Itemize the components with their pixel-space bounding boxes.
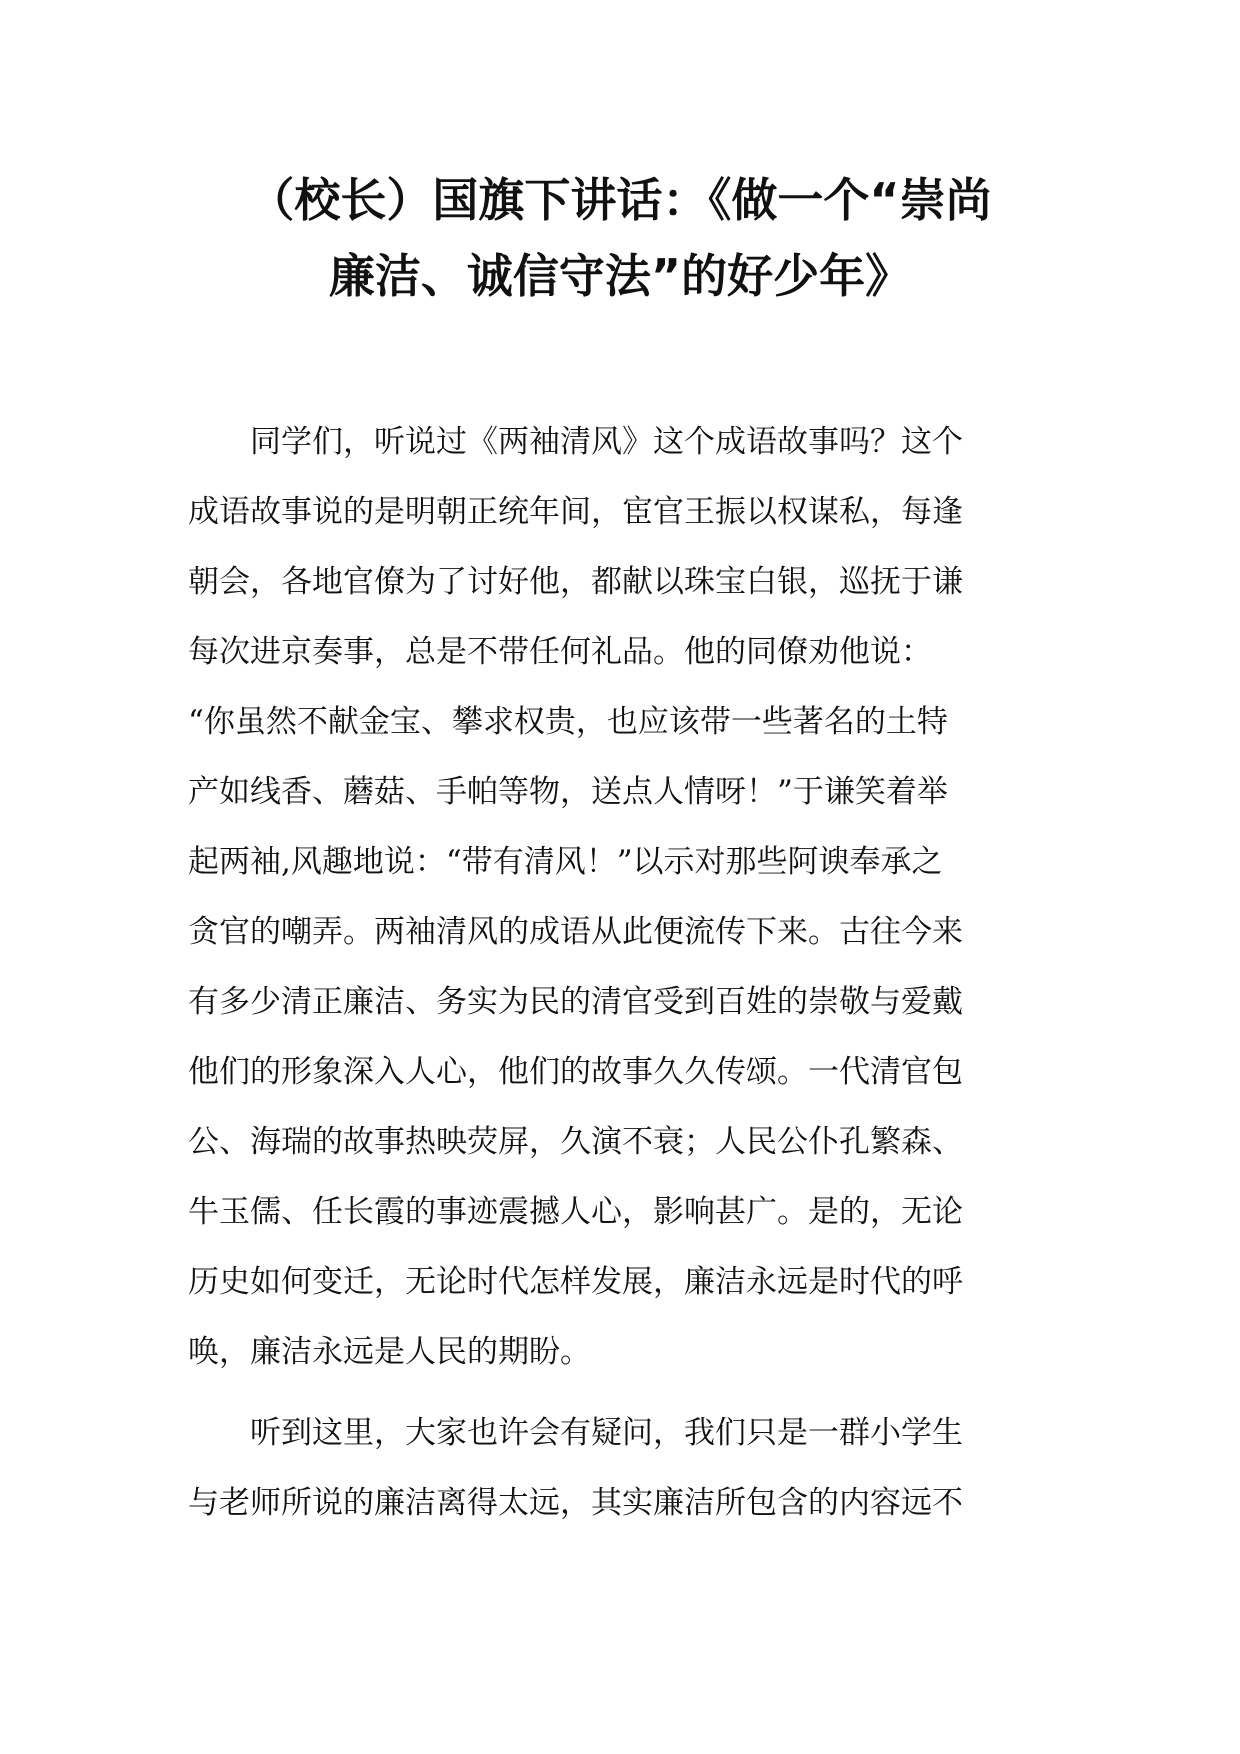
text-line: 历史如何变迁，无论时代怎样发展，廉洁永远是时代的呼 bbox=[188, 1264, 963, 1300]
text-line: 公、海瑞的故事热映荧屏，久演不衰；人民公仆孔繁森、 bbox=[188, 1124, 963, 1160]
text-line: 贪官的嘲弄。两袖清风的成语从此便流传下来。古往今来 bbox=[188, 914, 963, 950]
text-line: 同学们，听说过《两袖清风》这个成语故事吗？这个 bbox=[188, 424, 963, 460]
text-line: 产如线香、蘑菇、手帕等物，送点人情呀！”于谦笑着举 bbox=[188, 774, 948, 810]
text-line: 朝会，各地官僚为了讨好他，都献以珠宝白银，巡抚于谦 bbox=[188, 564, 963, 600]
text-line: 牛玉儒、任长霞的事迹震撼人心，影响甚广。是的，无论 bbox=[188, 1194, 963, 1230]
text-line: 听到这里，大家也许会有疑问，我们只是一群小学生 bbox=[188, 1415, 963, 1451]
text-line: 每次进京奏事，总是不带任何礼品。他的同僚劝他说： bbox=[188, 634, 932, 670]
paragraph bbox=[188, 1398, 1058, 1538]
text-line: 有多少清正廉洁、务实为民的清官受到百姓的崇敬与爱戴 bbox=[188, 984, 963, 1020]
text-line: 与老师所说的廉洁离得太远，其实廉洁所包含的内容远不 bbox=[188, 1485, 963, 1521]
text-line: 起两袖,风趣地说：“带有清风！”以示对那些阿谀奉承之 bbox=[188, 844, 943, 880]
title-line: 廉洁、诚信守法”的好少年》 bbox=[328, 249, 912, 303]
text-line: 成语故事说的是明朝正统年间，宦官王振以权谋私，每逢 bbox=[188, 494, 963, 530]
text-line: 他们的形象深入人心，他们的故事久久传颂。一代清官包 bbox=[188, 1054, 963, 1090]
text-line: “你虽然不献金宝、攀求权贵，也应该带一些著名的土特 bbox=[188, 704, 948, 740]
document-title bbox=[150, 162, 1090, 314]
title-line: （校长）国旗下讲话：《做一个“崇尚 bbox=[248, 173, 992, 227]
text-line: 唤，廉洁永远是人民的期盼。 bbox=[188, 1334, 591, 1370]
paragraph bbox=[188, 407, 1058, 1387]
document-body bbox=[188, 407, 1058, 1538]
paragraph-spacer bbox=[188, 1387, 1058, 1398]
